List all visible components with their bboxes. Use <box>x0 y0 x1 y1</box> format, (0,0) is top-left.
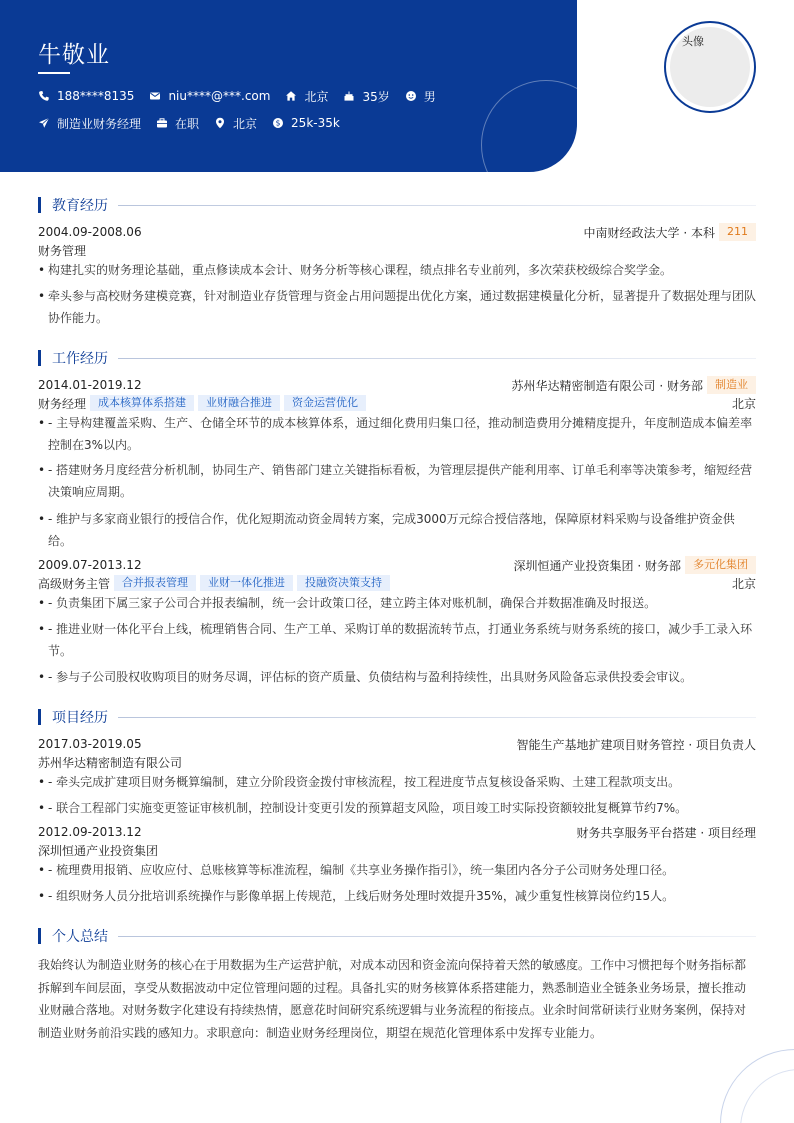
list-item: • - 主导构建覆盖采购、生产、仓储全环节的成本核算体系，通过细化费用归集口径，推动制造费用分摊精度提升，年度制造成本偏差率控制在3%以内。 <box>38 412 756 456</box>
section-divider <box>118 205 756 206</box>
work-date: 2014.01-2019.12 <box>38 378 142 392</box>
project-name: 财务共享服务平台搭建 · 项目经理 <box>576 825 756 840</box>
home-text: 北京 <box>304 89 329 104</box>
age-info <box>343 88 389 105</box>
age-text: 35岁 <box>362 89 390 104</box>
skill-tag: 业财融合推进 <box>198 395 280 411</box>
skill-tag: 业财一体化推进 <box>200 575 293 591</box>
list-item: • - 牵头完成扩建项目财务概算编制，建立分阶段资金拨付审核流程，按工程进度节点复核设备采购、土建工程款项支出。 <box>38 771 756 793</box>
list-item: • - 维护与多家商业银行的授信合作，优化短期流动资金周转方案，完成3000万元综合授信落地，保障原材料采购与设备维护资金供给。 <box>38 508 756 552</box>
project-name: 智能生产基地扩建项目财务管控 · 项目负责人 <box>516 737 756 752</box>
project-org: 苏州华达精密制造有限公司 <box>38 755 183 770</box>
work-city: 北京 <box>731 576 756 591</box>
section-divider <box>118 358 756 359</box>
send-icon <box>38 117 50 129</box>
status-info <box>156 115 199 132</box>
section-heading: 工作经历 <box>52 351 108 367</box>
list-item: • - 搭建财务月度经营分析机制，协同生产、销售部门建立关键指标看板，为管理层提供产能利用率、订单毛利率等决策参考，缩短经营决策响应周期。 <box>38 459 756 503</box>
position-text: 制造业财务经理 <box>57 116 142 131</box>
work-date: 2009.07-2013.12 <box>38 558 142 572</box>
project-org: 深圳恒通产业投资集团 <box>38 843 159 858</box>
skill-tag: 成本核算体系搭建 <box>90 395 194 411</box>
list-item: • - 负责集团下属三家子公司合并报表编制，统一会计政策口径，建立跨主体对账机制，确保合并数据准确及时报送。 <box>38 592 756 614</box>
section-heading: 教育经历 <box>52 198 108 214</box>
candidate-name: 牛敬业 <box>38 42 110 68</box>
position-info <box>38 115 141 132</box>
section-heading: 个人总结 <box>52 929 108 945</box>
work-row <box>38 376 756 394</box>
section-marker <box>38 928 41 944</box>
cake-icon <box>343 90 355 102</box>
location-icon <box>214 117 226 129</box>
work-role: 财务经理 <box>38 396 87 411</box>
email-text: niu****@***.com <box>168 89 271 103</box>
education-major-row <box>38 241 756 259</box>
list-item: • 构建扎实的财务理论基础，重点修读成本会计、财务分析等核心课程，绩点排名专业前列，多次荣获校级综合奖学金。 <box>38 259 756 281</box>
summary-section-title <box>38 927 756 945</box>
work-role-group <box>38 395 366 412</box>
header-banner <box>0 0 577 172</box>
work-role-group <box>38 575 390 592</box>
list-item: • - 联合工程部门实施变更签证审核机制，控制设计变更引发的预算超支风险，项目竣工时实际投资额较批复概算节约7%。 <box>38 797 756 819</box>
gender-text: 男 <box>423 89 436 104</box>
section-divider <box>118 717 756 718</box>
work-role-row <box>38 394 756 412</box>
section-marker <box>38 197 41 213</box>
list-item: • - 推进业财一体化平台上线，梳理销售合同、生产工单、采购订单的数据流转节点，打通业务系统与财务系统的接口，减少手工录入环节。 <box>38 618 756 662</box>
project-org-row <box>38 841 756 859</box>
section-heading: 项目经历 <box>52 710 108 726</box>
contact-row <box>38 87 451 105</box>
work-role: 高级财务主管 <box>38 576 111 591</box>
project-row <box>38 823 756 841</box>
work-company: 苏州华达精密制造有限公司 · 财务部 <box>511 378 703 393</box>
home-info <box>285 88 328 105</box>
name-underline <box>38 72 70 74</box>
work-section-title <box>38 349 756 367</box>
briefcase-icon <box>156 117 168 129</box>
summary-text: 我始终认为制造业财务的核心在于用数据为生产运营护航，对成本动因和资金流向保持着天然的敏感度。工作中习惯把每个财务指标都拆解到车间层面，享受从数据波动中定位管理问题的过程。具备扎实的财务核算体系搭建能力，熟悉制造业全链条业务场景，擅长推动业财融合落地。对财务数字化建设有持续热情，愿意花时间研究系统逻辑与业务流程的衔接点。业余时间常研读行业财务案例，保持对制造业财务前沿实践的感知力。求职意向：制造业财务经理岗位，期望在规范化管理体系中发挥专业能力。 <box>38 958 747 1040</box>
education-date: 2004.09-2008.06 <box>38 225 142 239</box>
status-text: 在职 <box>175 116 200 131</box>
work-row <box>38 556 756 574</box>
work-company-group <box>512 376 756 394</box>
decorative-ring <box>481 80 577 172</box>
skill-tag: 投融资决策支持 <box>297 575 390 591</box>
svg-text:$: $ <box>275 118 281 128</box>
work-company: 深圳恒通产业投资集团 · 财务部 <box>513 558 681 573</box>
avatar-photo <box>670 27 750 107</box>
skill-tag: 合并报表管理 <box>114 575 196 591</box>
projects-section-title <box>38 708 756 726</box>
project-org-row <box>38 753 756 771</box>
home-icon <box>285 90 297 102</box>
phone-info <box>38 89 134 103</box>
work-role-row <box>38 574 756 592</box>
job-row <box>38 114 355 132</box>
gender-info <box>405 88 436 105</box>
phone-text: 188****8135 <box>57 89 135 103</box>
project-date: 2017.03-2019.05 <box>38 737 142 751</box>
work-city: 北京 <box>731 396 756 411</box>
gender-icon <box>405 90 417 102</box>
avatar <box>664 21 756 113</box>
education-section-title <box>38 196 756 214</box>
list-item: • 牵头参与高校财务建模竞赛，针对制造业存货管理与资金占用问题提出优化方案，通过数据建模量化分析，显著提升了数据处理与团队协作能力。 <box>38 285 756 329</box>
phone-icon <box>38 90 50 102</box>
avatar-label: 头像 <box>682 35 704 48</box>
list-item: • - 参与子公司股权收购项目的财务尽调，评估标的资产质量、负债结构与盈利持续性，出具财务风险备忘录供投委会审议。 <box>38 666 756 688</box>
education-row <box>38 223 756 241</box>
project-row <box>38 735 756 753</box>
industry-tag: 多元化集团 <box>685 556 756 574</box>
city-text: 北京 <box>233 116 258 131</box>
city-info <box>214 115 257 132</box>
project-date: 2012.09-2013.12 <box>38 825 142 839</box>
salary-text: 25k-35k <box>291 116 340 130</box>
education-school-group <box>584 223 756 241</box>
email-info <box>149 89 270 103</box>
email-icon <box>149 90 161 102</box>
education-major: 财务管理 <box>38 243 87 258</box>
work-company-group <box>514 556 756 574</box>
section-marker <box>38 709 41 725</box>
education-school: 中南财经政法大学 · 本科 <box>583 225 715 240</box>
salary-info <box>272 116 340 130</box>
section-marker <box>38 350 41 366</box>
industry-tag: 制造业 <box>707 376 756 394</box>
skill-tag: 资金运营优化 <box>284 395 366 411</box>
section-divider <box>118 936 756 937</box>
list-item: • - 梳理费用报销、应收应付、总账核算等标准流程，编制《共享业务操作指引》，统一集团内各分子公司财务处理口径。 <box>38 859 756 881</box>
list-item: • - 组织财务人员分批培训系统操作与影像单据上传规范，上线后财务处理时效提升35%，减少重复性核算岗位约15人。 <box>38 885 756 907</box>
school-tag: 211 <box>719 223 756 241</box>
salary-icon <box>272 117 284 129</box>
